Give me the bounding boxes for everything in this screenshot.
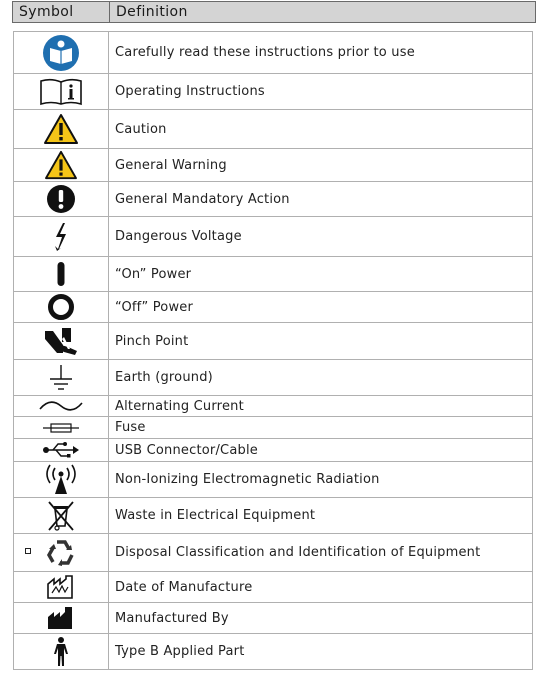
bullet-marker bbox=[25, 548, 31, 554]
row-definition: Dangerous Voltage bbox=[109, 217, 533, 257]
row-definition: Caution bbox=[109, 110, 533, 149]
type-b-applied-part-icon bbox=[49, 636, 73, 668]
table-row bbox=[14, 110, 533, 149]
table-row bbox=[14, 396, 533, 417]
row-definition: USB Connector/Cable bbox=[109, 439, 533, 462]
table-row bbox=[14, 603, 533, 634]
row-definition: Fuse bbox=[109, 417, 533, 439]
row-definition: “On” Power bbox=[109, 257, 533, 292]
row-definition: Pinch Point bbox=[109, 323, 533, 360]
operating-instructions-icon bbox=[39, 78, 83, 106]
table-row bbox=[14, 149, 533, 182]
fuse-icon bbox=[41, 422, 81, 434]
table-row bbox=[14, 360, 533, 396]
row-definition: Alternating Current bbox=[109, 396, 533, 417]
weee-waste-icon bbox=[46, 499, 76, 533]
mandatory-action-icon bbox=[46, 184, 76, 214]
table-row bbox=[14, 498, 533, 534]
table-row bbox=[14, 462, 533, 498]
row-definition: General Warning bbox=[109, 149, 533, 182]
row-definition: Disposal Classification and Identification of Equipment bbox=[109, 534, 533, 572]
date-of-manufacture-icon bbox=[46, 574, 76, 600]
read-instructions-icon bbox=[42, 34, 80, 72]
general-warning-icon bbox=[44, 150, 78, 180]
row-definition: Waste in Electrical Equipment bbox=[109, 498, 533, 534]
manufacturer-icon bbox=[46, 605, 76, 631]
row-definition: Date of Manufacture bbox=[109, 572, 533, 603]
row-definition: Earth (ground) bbox=[109, 360, 533, 396]
table-row bbox=[14, 74, 533, 110]
earth-ground-icon bbox=[46, 363, 76, 393]
table-row bbox=[14, 634, 533, 670]
symbol-table bbox=[13, 31, 533, 670]
power-off-icon bbox=[47, 293, 75, 321]
pinch-point-icon bbox=[44, 325, 78, 357]
caution-triangle-icon bbox=[43, 113, 79, 145]
header-symbol-label: Symbol bbox=[19, 4, 74, 20]
non-ionizing-radiation-icon bbox=[41, 464, 81, 496]
dangerous-voltage-icon bbox=[51, 222, 71, 252]
recycle-icon bbox=[45, 538, 77, 568]
table-row bbox=[14, 572, 533, 603]
alternating-current-icon bbox=[38, 399, 84, 413]
row-definition: Carefully read these instructions prior to use bbox=[109, 32, 533, 74]
table-row bbox=[14, 534, 533, 572]
row-definition: Operating Instructions bbox=[109, 74, 533, 110]
power-on-icon bbox=[55, 261, 67, 287]
table-row bbox=[14, 417, 533, 439]
table-row bbox=[14, 217, 533, 257]
table-row bbox=[14, 182, 533, 217]
table-header bbox=[12, 1, 536, 23]
row-definition: Manufactured By bbox=[109, 603, 533, 634]
row-definition: Type B Applied Part bbox=[109, 634, 533, 670]
usb-icon bbox=[41, 441, 81, 459]
row-definition: “Off” Power bbox=[109, 292, 533, 323]
table-row bbox=[14, 32, 533, 74]
header-definition-label: Definition bbox=[116, 4, 188, 20]
row-definition: Non-Ionizing Electromagnetic Radiation bbox=[109, 462, 533, 498]
table-row bbox=[14, 292, 533, 323]
table-row bbox=[14, 323, 533, 360]
table-row bbox=[14, 439, 533, 462]
table-row bbox=[14, 257, 533, 292]
row-definition: General Mandatory Action bbox=[109, 182, 533, 217]
